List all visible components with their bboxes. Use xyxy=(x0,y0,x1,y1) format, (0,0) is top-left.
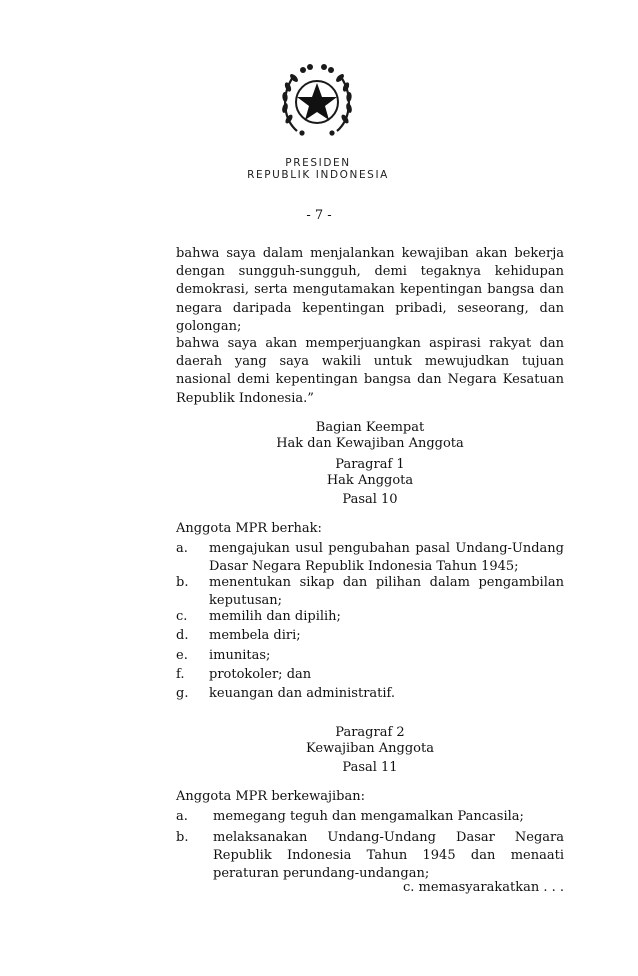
list-item-letter: a. xyxy=(176,809,188,824)
list-item-text: memilih dan dipilih; xyxy=(209,609,341,624)
part-title: Hak dan Kewajiban Anggota xyxy=(276,436,464,451)
list-item-letter: b. xyxy=(176,830,189,845)
header-line-republik: REPUBLIK INDONESIA xyxy=(247,169,389,181)
pasal-10-intro: Anggota MPR berhak: xyxy=(176,521,322,536)
list-item-letter: d. xyxy=(176,628,189,643)
page-number: - 7 - xyxy=(306,208,332,223)
continuation-catchword: c. memasyarakatkan . . . xyxy=(402,880,564,895)
garuda-star-emblem-icon xyxy=(277,63,357,139)
list-item-text: mengajukan usul pengubahan pasal Undang-Undang Dasar Negara Republik Indonesia Tahun 1945; xyxy=(209,541,564,575)
paragraf-2-label: Paragraf 2 xyxy=(335,725,405,740)
list-item-letter: a. xyxy=(176,541,188,556)
list-item-text: protokoler; dan xyxy=(209,667,312,682)
list-item-letter: f. xyxy=(176,667,185,682)
list-item-text: memegang teguh dan mengamalkan Pancasila; xyxy=(213,809,524,824)
oath-paragraph-2: bahwa saya akan memperjuangkan aspirasi rakyat dan daerah yang saya wakili untuk mewujudkan tujuan nasional demi kepentingan bangsa dan Negara Kesatuan Republik Indonesia.” xyxy=(176,336,564,406)
list-item-letter: c. xyxy=(176,609,188,624)
list-item-letter: e. xyxy=(176,648,188,663)
oath-paragraph-1: bahwa saya dalam menjalankan kewajiban akan bekerja dengan sungguh-sungguh, demi tegaknya kehidupan demokrasi, serta mengutamakan kepentingan bangsa dan negara daripada kepentingan pribadi, seseorang, dan golongan; xyxy=(176,246,564,334)
part-label: Bagian Keempat xyxy=(315,420,425,435)
paragraf-2-title: Kewajiban Anggota xyxy=(306,741,434,756)
pasal-11-heading: Pasal 11 xyxy=(342,760,398,775)
pasal-11-intro: Anggota MPR berkewajiban: xyxy=(176,789,366,804)
list-item-text: membela diri; xyxy=(209,628,301,643)
list-item-text: menentukan sikap dan pilihan dalam pengambilan keputusan; xyxy=(209,575,564,609)
list-item-text: keuangan dan administratif. xyxy=(209,686,396,701)
list-item-letter: b. xyxy=(176,575,189,590)
list-item-text: imunitas; xyxy=(209,648,271,663)
paragraf-1-title: Hak Anggota xyxy=(326,473,414,488)
pasal-10-heading: Pasal 10 xyxy=(342,492,398,507)
paragraf-1-label: Paragraf 1 xyxy=(335,457,405,472)
list-item-text: melaksanakan Undang-Undang Dasar Negara Republik Indonesia Tahun 1945 dan menaati peraturan perundang-undangan; xyxy=(213,830,564,882)
header-line-presiden: PRESIDEN xyxy=(285,157,351,169)
list-item-letter: g. xyxy=(176,686,189,701)
